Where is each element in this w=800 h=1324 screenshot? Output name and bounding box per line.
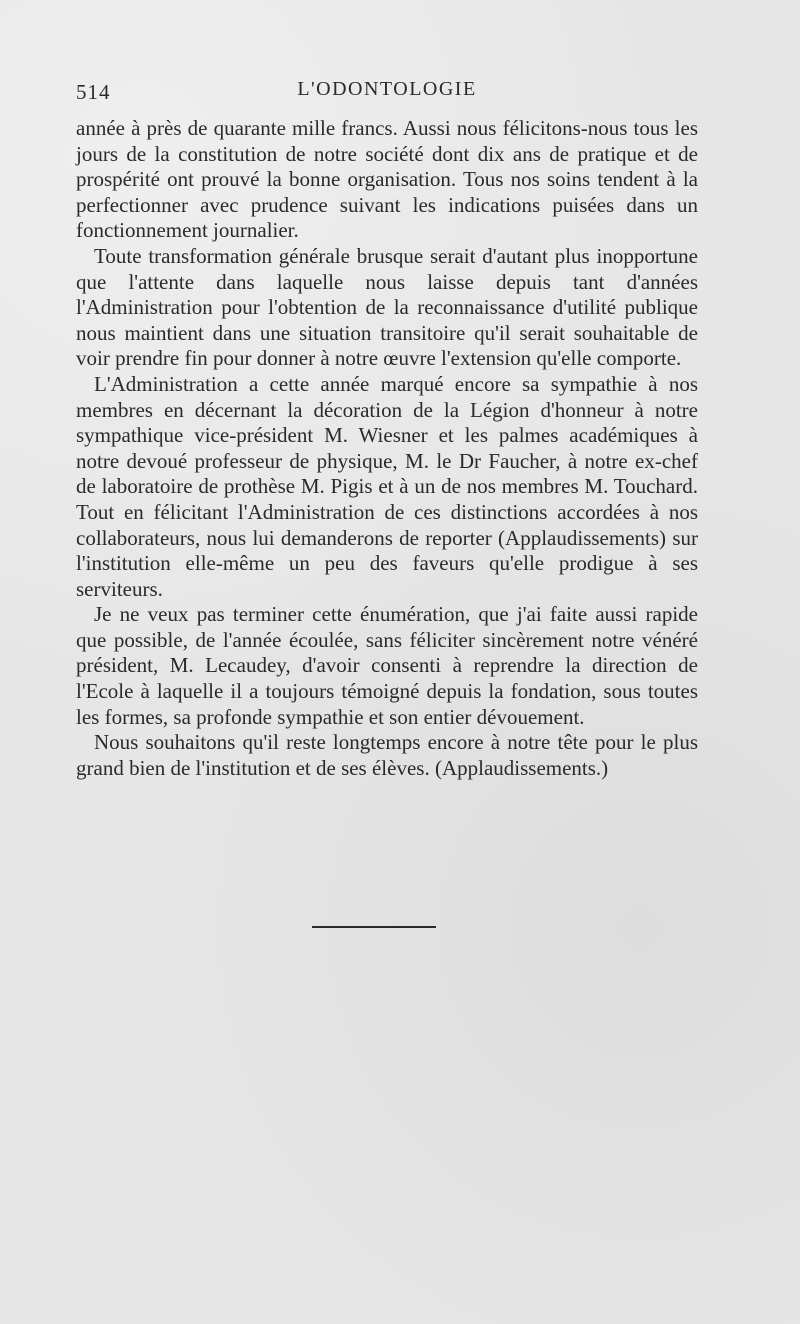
running-title: L'ODONTOLOGIE <box>297 78 477 100</box>
paragraph-2: Toute transformation générale brusque serait d'autant plus inopportune que l'attente dans laquelle nous laisse depuis tant d'années l'Administration pour l'obtention de la reconnaissance d'utilité publique nous maintient dans une situation transitoire qu'il serait souhaitable de voir prendre fin pour donner à notre œuvre l'extension qu'elle comporte. <box>76 243 698 371</box>
paragraph-5: Nous souhaitons qu'il reste longtemps encore à notre tête pour le plus grand bien de l'institution et de ses élèves. (Applaudissements.) <box>76 730 698 780</box>
paragraph-4: Je ne veux pas terminer cette énumération, que j'ai faite aussi rapide que possible, de l'année écoulée, sans féliciter sincèrement notre vénéré président, M. Lecaudey, d'avoir consenti à reprendre la direction de l'Ecole à laquelle il a toujours témoigné depuis la fondation, sous toutes les formes, sa profonde sympathie et son entier dévouement. <box>76 602 698 729</box>
running-head <box>76 76 698 110</box>
book-page <box>76 76 698 781</box>
end-rule <box>312 926 436 928</box>
page-number: 514 <box>76 80 111 104</box>
body-text <box>76 116 698 781</box>
paragraph-1: année à près de quarante mille francs. Aussi nous félicitons-nous tous les jours de la constitution de notre société dont dix ans de pratique et de prospérité ont prouvé la bonne organisation. Tous nos soins tendent à la perfectionner avec prudence suivant les indications puisées dans un fonctionnement journalier. <box>76 116 698 243</box>
paragraph-3: L'Administration a cette année marqué encore sa sympathie à nos membres en décernant la décoration de la Légion d'honneur à notre sympathique vice-président M. Wiesner et les palmes académiques à notre devoué professeur de physique, M. le Dr Faucher, à notre ex-chef de laboratoire de prothèse M. Pigis et à un de nos membres M. Touchard. Tout en félicitant l'Administration de ces distinctions accordées à nos collaborateurs, nous lui demanderons de reporter (Applaudissements) sur l'institution elle-même un peu des faveurs qu'elle prodigue à ses serviteurs. <box>76 371 698 601</box>
